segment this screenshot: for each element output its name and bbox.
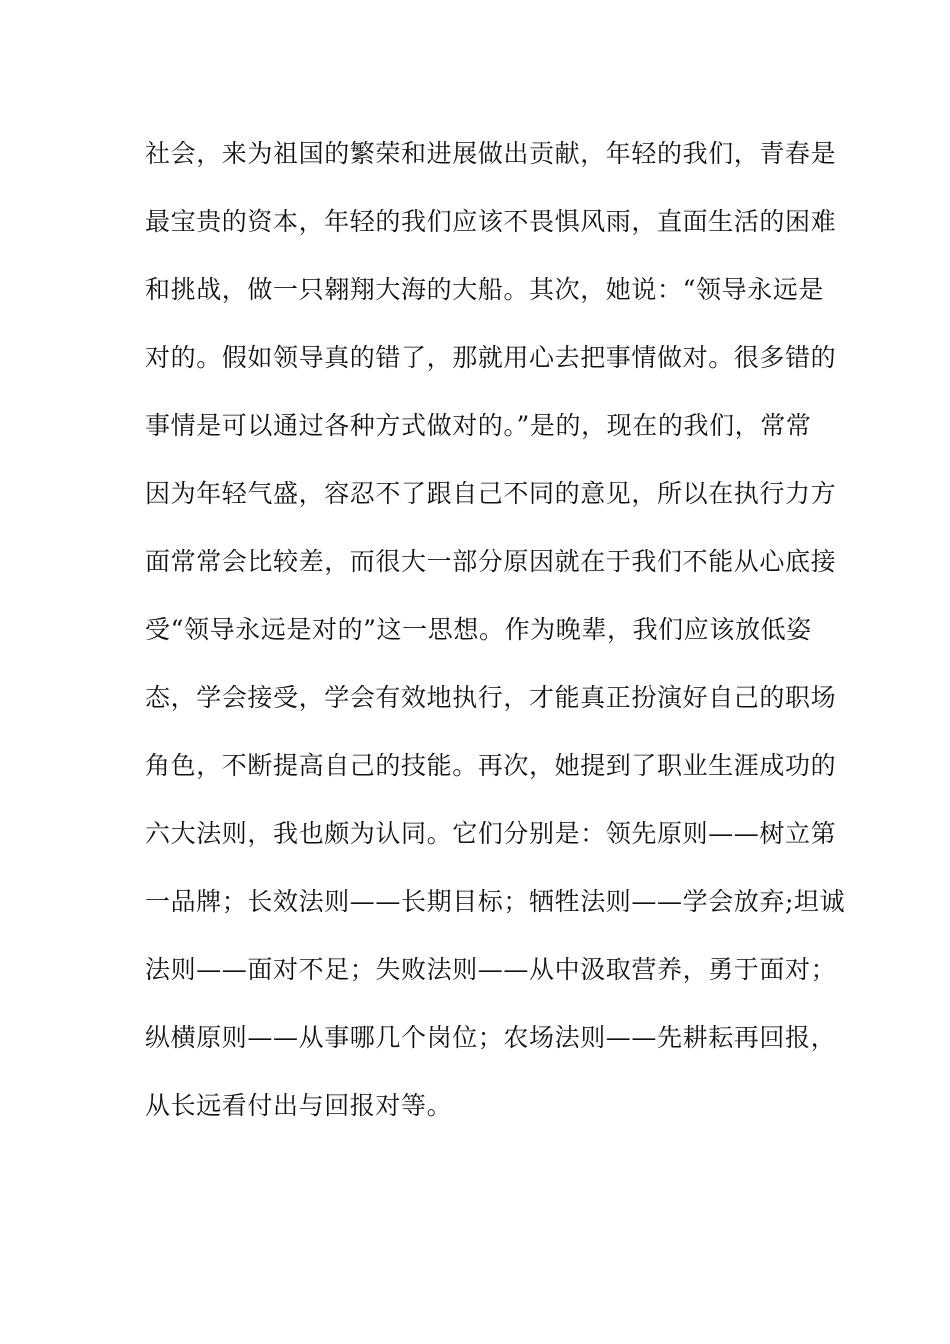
text-line: 对的。假如领导真的错了，那就用心去把事情做对。很多错的 bbox=[145, 343, 837, 372]
text-line: 因为年轻气盛，容忍不了跟自己不同的意见，所以在执行力方 bbox=[145, 479, 837, 508]
text-line: 面常常会比较差，而很大一部分原因就在于我们不能从心底接 bbox=[145, 547, 837, 576]
text-line: 事情是可以通过各种方式做对的。”是的，现在的我们，常常 bbox=[145, 411, 812, 440]
text-line: 角色，不断提高自己的技能。再次，她提到了职业生涯成功的 bbox=[145, 751, 837, 780]
text-line: 社会，来为祖国的繁荣和进展做出贡献，年轻的我们，青春是 bbox=[145, 139, 837, 168]
text-line: 一品牌；长效法则——长期目标；牺牲法则——学会放弃;坦诚 bbox=[145, 887, 846, 916]
text-line: 态，学会接受，学会有效地执行，才能真正扮演好自己的职场 bbox=[145, 683, 837, 712]
text-line: 受“领导永远是对的”这一思想。作为晚辈，我们应该放低姿 bbox=[145, 615, 812, 644]
text-line: 最宝贵的资本，年轻的我们应该不畏惧风雨，直面生活的困难 bbox=[145, 207, 837, 236]
text-line: 六大法则，我也颇为认同。它们分别是：领先原则——树立第 bbox=[145, 819, 837, 848]
text-line: 纵横原则——从事哪几个岗位；农场法则——先耕耘再回报， bbox=[145, 1023, 837, 1052]
text-line: 法则——面对不足；失败法则——从中汲取营养，勇于面对； bbox=[145, 955, 837, 984]
text-line: 从长远看付出与回报对等。 bbox=[145, 1091, 453, 1120]
body-text bbox=[145, 132, 846, 1152]
text-line: 和挑战，做一只翱翔大海的大船。其次，她说：“领导永远是 bbox=[145, 275, 824, 304]
